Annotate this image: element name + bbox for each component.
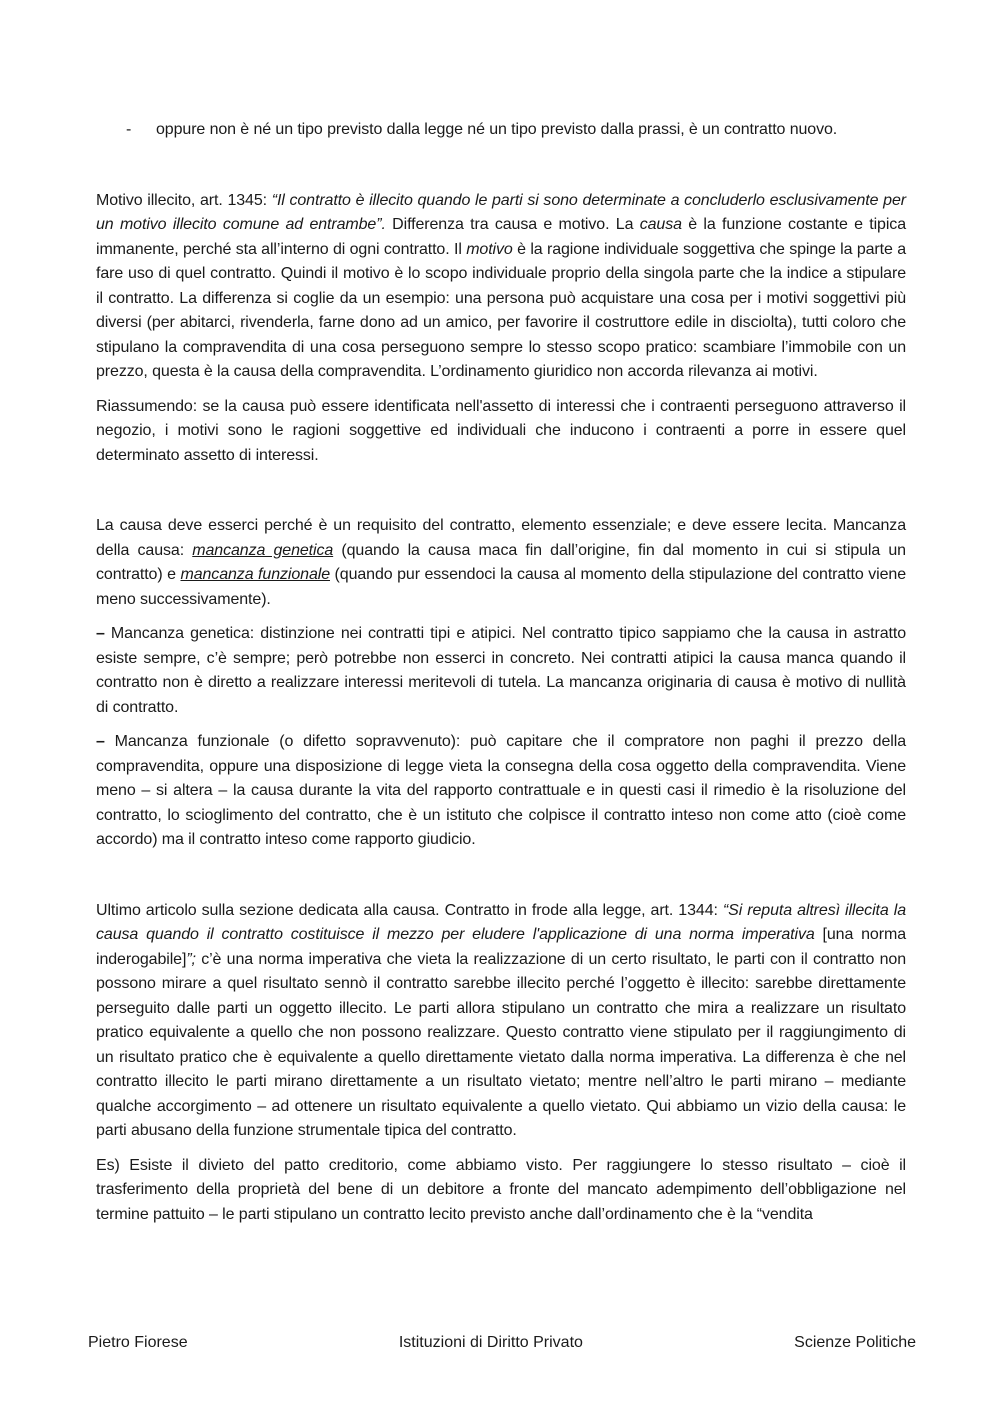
paragraph-riassumendo: Riassumendo: se la causa può essere identificata nell'assetto di interessi che i contraenti perseguono attraverso il negozio, i motivi sono le ragioni soggettive ed individuali che inducono i contraenti a porre in essere quel determinato assetto di interessi.	[96, 397, 906, 464]
quote-art-1345: “Il contratto è illecito quando le parti si sono determinate a concluderlo esclusivamente per un motivo illecito comune ad entrambe”.	[96, 191, 906, 233]
term-mancanza-funzionale: mancanza funzionale	[180, 566, 330, 583]
term-causa: causa	[639, 216, 682, 233]
text-run: (quando pur essendoci la causa al momento della stipulazione del contratto viene meno successivamente).	[96, 566, 906, 608]
quote-art-1344: “Si reputa altresì illecita la causa quando il contratto costituisce il mezzo per eludere l'applicazione di una norma imperativa	[96, 901, 906, 943]
page-body	[96, 118, 906, 1227]
footer-faculty: Scienze Politiche	[794, 1334, 916, 1351]
text-run: Mancanza genetica: distinzione nei contratti tipi e atipici. Nel contratto tipico sappiamo che la causa in astratto esiste sempre, c’è sempre; però potrebbe non esserci in concreto. Nei contratti atipici la causa manca quando il contratto non è diretto a realizzare interessi meritevoli di tutela. La mancanza originaria di causa è motivo di nullità di contratto.	[96, 625, 906, 716]
bullet-text: oppure non è né un tipo previsto dalla legge né un tipo previsto dalla prassi, è un contratto nuovo.	[156, 121, 838, 138]
bullet-item	[126, 118, 906, 143]
bullet-marker: -	[126, 121, 132, 138]
text-run: c’è una norma imperativa che vieta la realizzazione di un certo risultato, le parti con il contratto non possono mirare a quel risultato sennò il contratto sarebbe illecito perché l’oggetto è illecito: sarebbe direttamente perseguito dalle parti un oggetto illecito. Le parti allora stipulano un contratto che mira a realizzare un risultato pratico equivalente a quello che non possono realizzare. Questo contratto viene stipulato per il raggiungimento di un risultato pratico che è equivalente a quello direttamente vietato dalla norma imperativa. La differenza è che nel contratto illecito le parti mirano direttamente a un risultato vietato; mentre nell’altro le parti mirano – mediante qualche accorgimento – ad ottenere un risultato equivalente a quello vietato. Qui abbiamo un vizio della causa: le parti abusano della funzione strumentale tipica del contratto.	[96, 950, 906, 1139]
dash-marker: –	[96, 625, 105, 642]
paragraph-mancanza-funzionale	[96, 730, 906, 853]
term-motivo: motivo	[466, 240, 513, 258]
text-run: Differenza tra causa e motivo. La	[385, 216, 640, 233]
paragraph-frode-legge	[96, 899, 906, 1144]
page-footer	[88, 1334, 916, 1352]
quote-close: ”;	[186, 950, 196, 968]
bracket-note: [una norma inderogabile]	[96, 926, 906, 968]
text-run: Motivo illecito, art. 1345:	[96, 191, 272, 209]
footer-course: Istituzioni di Diritto Privato	[398, 1334, 583, 1351]
dash-marker: –	[96, 733, 105, 750]
text-run: La causa deve esserci perché è un requisito del contratto, elemento essenziale; e deve essere lecita. Mancanza della causa:	[96, 517, 906, 559]
paragraph-motivo-illecito	[96, 189, 906, 385]
text-run: è la funzione costante e tipica immanente, perché sta all’interno di ogni contratto. Il	[96, 216, 906, 258]
text-run: (quando la causa maca fin dall’origine, fin dal momento in cui si stipula un contratto) e	[96, 541, 906, 583]
paragraph-mancanza-genetica	[96, 622, 906, 720]
text-run: Mancanza funzionale (o difetto sopravvenuto): può capitare che il compratore non paghi il prezzo della compravendita, oppure una disposizione di legge vieta la consegna della cosa oggetto della compravendita. Viene meno – si altera – la causa durante la vita del rapporto contrattuale e in questi casi il rimedio è la risoluzione del contratto, lo scioglimento del contratto, che è un istituto che colpisce il contratto inteso non come atto (cioè come accordo) ma il contratto inteso come rapporto giudicio.	[96, 733, 906, 848]
term-mancanza-genetica: mancanza genetica	[192, 541, 334, 559]
paragraph-causa	[96, 514, 906, 612]
footer-author: Pietro Fiorese	[88, 1334, 188, 1351]
paragraph-esempio: Es) Esiste il divieto del patto creditorio, come abbiamo visto. Per raggiungere lo stesso risultato – cioè il trasferimento della proprietà del bene di un debitore a fronte del mancato adempimento dell’obbligazione nel termine pattuito – le parti stipulano un contratto lecito previsto anche dall’ordinamento che è la “vendita	[96, 1156, 906, 1223]
text-run: Ultimo articolo sulla sezione dedicata alla causa. Contratto in frode alla legge, art. 1344:	[96, 901, 723, 919]
text-run: è la ragione individuale soggettiva che spinge la parte a fare uso di quel contratto. Quindi il motivo è lo scopo individuale proprio della singola parte che la indice a stipulare il contratto. La differenza si coglie da un esempio: una persona può acquistare una cosa per i motivi soggettivi più diversi (per abitarci, rivenderla, farne dono ad un amico, per favorire il costruttore edile in disciolta), tutti coloro che stipulano la compravendita di una cosa perseguono sempre lo stesso scopo pratico: scambiare l’immobile con un prezzo, questa è la causa della compravendita. L’ordinamento giuridico non accorda rilevanza ai motivi.	[96, 240, 906, 380]
